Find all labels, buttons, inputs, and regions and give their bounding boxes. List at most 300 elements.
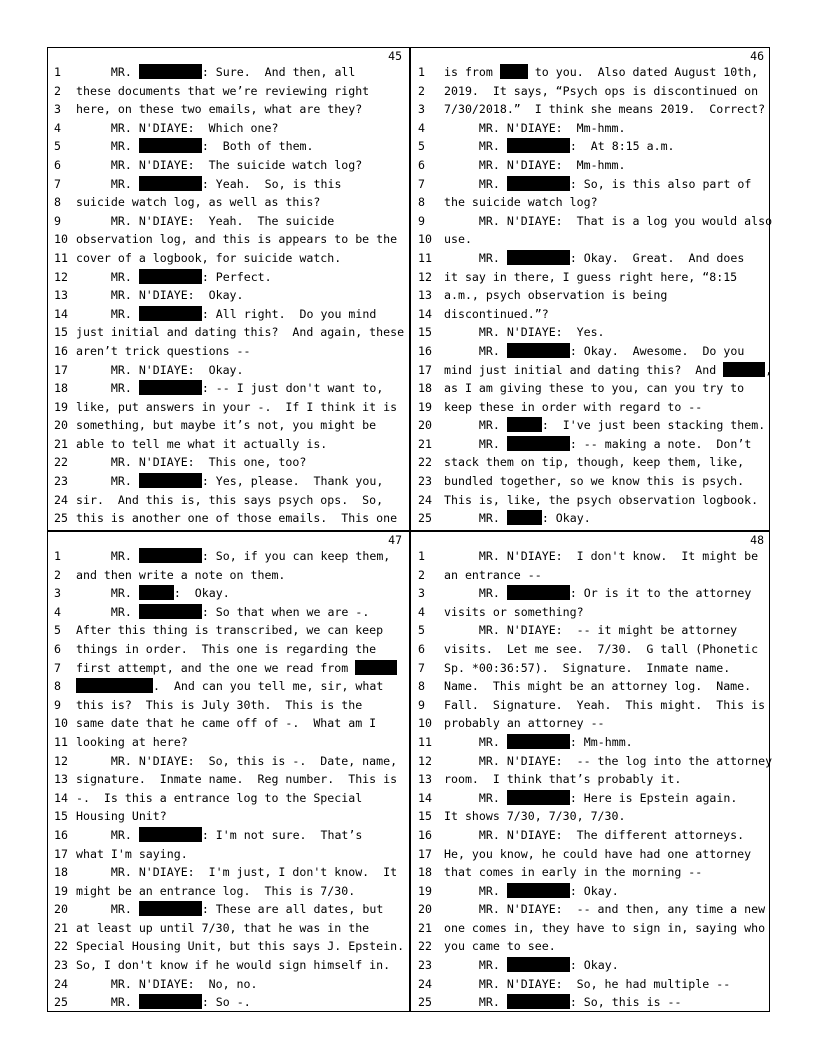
text-segment: might be an entrance log. This is 7/30. — [76, 883, 356, 898]
redaction-box — [139, 269, 202, 284]
text-segment: that comes in early in the morning -- — [444, 865, 703, 880]
line-text — [444, 584, 768, 603]
line-number: 8 — [418, 195, 425, 210]
text-segment: : Yeah. So, is this — [201, 176, 342, 191]
line-number: 17 — [418, 846, 432, 861]
line-number: 5 — [54, 139, 61, 154]
text-segment: . And can you tell me, sir, what — [153, 679, 384, 694]
text-segment: : Or is it to the attorney — [569, 586, 752, 601]
text-segment: MR. — [444, 958, 507, 973]
line-number: 16 — [418, 827, 432, 842]
line-number: 3 — [418, 586, 425, 601]
text-segment: discontinued.”? — [444, 306, 549, 321]
transcript-line — [48, 621, 408, 640]
transcript-line — [410, 249, 770, 268]
transcript-line — [48, 175, 408, 194]
line-number: 10 — [54, 716, 68, 731]
transcript-line — [48, 845, 408, 864]
transcript-line — [48, 566, 408, 585]
transcript-line — [48, 435, 408, 454]
line-text — [444, 137, 768, 156]
line-number: 6 — [418, 157, 425, 172]
redaction-box — [139, 380, 202, 395]
transcript-page — [410, 48, 773, 528]
line-text — [76, 472, 406, 491]
transcript-line — [410, 696, 770, 715]
transcript-line — [410, 472, 770, 491]
text-segment: a.m., psych observation is being — [444, 288, 668, 303]
line-text — [76, 603, 406, 622]
redaction-box — [139, 827, 202, 842]
line-number: 17 — [418, 362, 432, 377]
line-text — [444, 193, 768, 212]
text-segment: MR. — [444, 995, 507, 1010]
line-text — [444, 863, 768, 882]
line-number: 21 — [418, 436, 432, 451]
line-number: 20 — [54, 902, 68, 917]
transcript-line — [48, 807, 408, 826]
text-segment: MR. N'DIAYE: Yes. — [444, 325, 605, 340]
line-number: 13 — [418, 772, 432, 787]
line-number: 19 — [418, 399, 432, 414]
text-segment: Fall. Signature. Yeah. This might. This is — [444, 697, 766, 712]
text-segment: MR. — [444, 250, 507, 265]
line-number: 6 — [54, 157, 61, 172]
transcript-line — [410, 621, 770, 640]
line-number: 14 — [54, 790, 68, 805]
line-number: 23 — [418, 958, 432, 973]
transcript-line — [410, 119, 770, 138]
redaction-box — [139, 176, 202, 191]
line-text — [76, 398, 406, 417]
text-segment: Name. This might be an attorney log. Name. — [444, 679, 752, 694]
line-number: 16 — [54, 343, 68, 358]
text-segment: MR. N'DIAYE: Mm-hmm. — [444, 120, 626, 135]
line-text — [76, 975, 406, 994]
transcript-line — [48, 770, 408, 789]
line-number: 4 — [418, 120, 425, 135]
transcript-line — [410, 677, 770, 696]
line-text — [444, 807, 768, 826]
redaction-box — [507, 176, 570, 191]
text-segment: looking at here? — [76, 734, 188, 749]
line-text — [76, 509, 406, 528]
text-segment: : Both of them. — [201, 139, 314, 154]
line-number: 19 — [54, 883, 68, 898]
text-segment: : Mm-hmm. — [569, 734, 633, 749]
line-number: 25 — [54, 995, 68, 1010]
transcript-line — [410, 379, 770, 398]
text-segment: : Yes, please. Thank you, — [201, 474, 384, 489]
transcript-line — [48, 156, 408, 175]
transcript-line — [410, 305, 770, 324]
transcript-line — [410, 937, 770, 956]
text-segment: cover of a logbook, for suicide watch. — [76, 250, 342, 265]
transcript-line — [48, 137, 408, 156]
line-number: 6 — [418, 641, 425, 656]
line-text — [76, 547, 406, 566]
text-segment: MR. N'DIAYE: -- it might be attorney — [444, 623, 738, 638]
line-number: 1 — [418, 65, 425, 79]
text-segment: MR. N'DIAYE: Okay. — [76, 362, 244, 377]
transcript-line — [410, 807, 770, 826]
transcript-line — [410, 900, 770, 919]
transcript-line — [48, 975, 408, 994]
redaction-box — [139, 548, 202, 563]
text-segment: This is, like, the psych observation logbook. — [444, 492, 759, 507]
line-number: 12 — [54, 269, 68, 284]
text-segment: : I'm not sure. That’s — [201, 827, 363, 842]
line-text — [76, 566, 406, 585]
transcript-line — [410, 919, 770, 938]
text-segment: -. Is this a entrance log to the Special — [76, 790, 363, 805]
text-segment: mind just initial and dating this? And — [444, 362, 724, 377]
transcript-line — [48, 640, 408, 659]
transcript-line — [48, 789, 408, 808]
text-segment: MR. — [444, 343, 507, 358]
transcript-line — [410, 398, 770, 417]
line-number: 18 — [54, 865, 68, 880]
line-number: 24 — [54, 976, 68, 991]
text-segment: : So that when we are -. — [201, 604, 370, 619]
line-text — [444, 472, 768, 491]
transcript-line — [410, 975, 770, 994]
line-number: 16 — [418, 343, 432, 358]
redaction-box — [76, 678, 153, 693]
text-segment: first attempt, and the one we read from — [76, 660, 356, 675]
transcript-page — [48, 532, 408, 1012]
line-text — [444, 975, 768, 994]
line-number: 15 — [418, 325, 432, 340]
transcript-line — [48, 603, 408, 622]
line-text — [76, 342, 406, 361]
text-segment: MR. — [76, 381, 139, 396]
text-segment: : Okay. Great. And does — [569, 250, 745, 265]
page-number: 48 — [750, 533, 764, 547]
text-segment: probably an attorney -- — [444, 716, 605, 731]
line-number: 14 — [54, 306, 68, 321]
line-number: 4 — [54, 120, 61, 135]
line-number: 20 — [54, 418, 68, 433]
transcript-line — [48, 863, 408, 882]
transcript-line — [410, 268, 770, 287]
redaction-box — [507, 957, 570, 972]
line-text — [76, 286, 406, 305]
text-segment: MR. — [76, 549, 139, 563]
line-text — [444, 212, 773, 231]
text-segment: MR. — [76, 65, 139, 79]
text-segment: an entrance -- — [444, 567, 542, 582]
transcript-line — [48, 379, 408, 398]
transcript-line — [48, 82, 408, 101]
line-text — [444, 566, 768, 585]
line-text — [444, 230, 768, 249]
transcript-line — [48, 305, 408, 324]
redaction-box — [507, 436, 570, 451]
line-number: 23 — [54, 958, 68, 973]
transcript-line — [410, 566, 770, 585]
text-segment: MR. N'DIAYE: This one, too? — [76, 455, 307, 470]
line-text — [444, 63, 768, 82]
line-text — [444, 435, 768, 454]
line-number: 19 — [54, 399, 68, 414]
text-segment: MR. — [444, 418, 507, 433]
transcript-line — [48, 453, 408, 472]
line-text — [444, 696, 768, 715]
line-text — [444, 752, 773, 771]
line-text — [76, 752, 406, 771]
text-segment: what I'm saying. — [76, 846, 188, 861]
line-number: 2 — [54, 567, 61, 582]
line-text — [76, 733, 406, 752]
line-text — [444, 305, 768, 324]
line-number: 23 — [54, 474, 68, 489]
line-number: 20 — [418, 418, 432, 433]
line-number: 22 — [54, 939, 68, 954]
text-segment: MR. — [76, 474, 139, 489]
line-number: 5 — [418, 623, 425, 638]
text-segment: MR. N'DIAYE: I'm just, I don't know. It — [76, 865, 398, 880]
transcript-line — [410, 230, 770, 249]
transcript-line — [48, 212, 408, 231]
line-number: 18 — [54, 381, 68, 396]
redaction-box — [507, 343, 570, 358]
text-segment: MR. — [444, 511, 507, 526]
text-segment: MR. N'DIAYE: Okay. — [76, 288, 244, 303]
line-number: 23 — [418, 474, 432, 489]
line-text — [76, 900, 406, 919]
transcript-line — [410, 752, 773, 771]
redaction-box — [355, 660, 397, 675]
transcript-line — [48, 193, 408, 212]
line-number: 7 — [418, 176, 425, 191]
text-segment: MR. — [444, 586, 507, 601]
line-text — [76, 584, 406, 603]
line-text — [76, 696, 406, 715]
line-text — [444, 659, 768, 678]
transcript-line — [48, 677, 408, 696]
text-segment: MR. N'DIAYE: Which one? — [76, 120, 279, 135]
transcript-sheet — [47, 47, 773, 1012]
redaction-box — [500, 64, 528, 79]
line-number: 15 — [54, 325, 68, 340]
text-segment: : So, if you can keep them, — [201, 549, 391, 563]
redaction-box — [139, 138, 202, 153]
line-text — [444, 509, 768, 528]
page-number: 45 — [388, 49, 402, 63]
line-text — [76, 863, 406, 882]
transcript-line — [410, 156, 770, 175]
text-segment: MR. — [76, 604, 139, 619]
line-number: 21 — [418, 920, 432, 935]
line-text — [444, 900, 768, 919]
line-number: 5 — [54, 623, 61, 638]
line-number: 7 — [418, 660, 425, 675]
redaction-box — [723, 362, 765, 377]
page-number: 46 — [750, 49, 764, 63]
line-number: 2 — [54, 83, 61, 98]
redaction-box — [139, 994, 202, 1009]
line-number: 7 — [54, 176, 61, 191]
transcript-line — [410, 416, 770, 435]
line-number: 8 — [418, 679, 425, 694]
line-text — [76, 156, 406, 175]
line-number: 2 — [418, 567, 425, 582]
transcript-line — [48, 472, 408, 491]
text-segment: : -- I just don't want to, — [201, 381, 384, 396]
text-segment: So, I don't know if he would sign himself in. — [76, 958, 391, 973]
line-text — [444, 82, 768, 101]
text-segment: : Okay. — [569, 883, 619, 898]
text-segment: MR. N'DIAYE: No, no. — [76, 976, 258, 991]
text-segment: and then write a note on them. — [76, 567, 286, 582]
line-number: 7 — [54, 660, 61, 675]
redaction-box — [507, 734, 570, 749]
transcript-line — [410, 993, 770, 1012]
line-text — [444, 733, 768, 752]
line-text — [444, 156, 768, 175]
transcript-line — [48, 398, 408, 417]
line-text — [76, 305, 406, 324]
text-segment: , — [765, 362, 773, 377]
transcript-page — [410, 532, 773, 1012]
text-segment: After this thing is transcribed, we can keep — [76, 623, 384, 638]
line-number: 11 — [418, 250, 432, 265]
transcript-line — [48, 323, 408, 342]
line-number: 22 — [418, 455, 432, 470]
text-segment: Sp. *00:36:57). Signature. Inmate name. — [444, 660, 731, 675]
line-text — [444, 547, 768, 566]
text-segment: one comes in, they have to sign in, saying who — [444, 920, 766, 935]
text-segment: same date that he came off of -. What am I — [76, 716, 377, 731]
text-segment: : Okay. Awesome. Do you — [569, 343, 745, 358]
transcript-line — [410, 453, 770, 472]
text-segment: able to tell me what it actually is. — [76, 436, 328, 451]
text-segment: 7/30/2018.” I think she means 2019. Correct? — [444, 102, 766, 117]
redaction-box — [139, 604, 202, 619]
line-number: 9 — [418, 697, 425, 712]
line-text — [76, 659, 406, 678]
text-segment: : These are all dates, but — [201, 902, 384, 917]
transcript-line — [410, 714, 770, 733]
text-segment: just initial and dating this? And again, these — [76, 325, 405, 340]
line-text — [444, 956, 768, 975]
line-text — [76, 193, 406, 212]
line-text — [444, 937, 768, 956]
line-number: 6 — [54, 641, 61, 656]
line-text — [76, 714, 406, 733]
text-segment: aren’t trick questions -- — [76, 343, 251, 358]
line-number: 10 — [418, 716, 432, 731]
text-segment: room. I think that’s probably it. — [444, 772, 682, 787]
line-text — [76, 937, 406, 956]
line-number: 4 — [418, 604, 425, 619]
line-number: 17 — [54, 362, 68, 377]
transcript-line — [410, 82, 770, 101]
text-segment: MR. — [76, 586, 139, 601]
line-number: 5 — [418, 139, 425, 154]
line-text — [76, 175, 406, 194]
transcript-line — [410, 733, 770, 752]
line-number: 11 — [418, 734, 432, 749]
line-number: 12 — [418, 269, 432, 284]
page-lines — [410, 63, 773, 528]
redaction-box — [507, 790, 570, 805]
text-segment: MR. — [444, 734, 507, 749]
line-text — [444, 249, 768, 268]
line-number: 8 — [54, 679, 61, 694]
line-number: 24 — [418, 976, 432, 991]
line-text — [444, 100, 768, 119]
line-text — [76, 491, 406, 510]
line-text — [76, 230, 406, 249]
line-text — [444, 491, 768, 510]
transcript-line — [48, 752, 408, 771]
line-text — [444, 342, 768, 361]
transcript-line — [48, 100, 408, 119]
line-text — [76, 212, 406, 231]
line-number: 18 — [418, 381, 432, 396]
line-number: 9 — [418, 213, 425, 228]
line-text — [76, 361, 406, 380]
redaction-box — [507, 250, 570, 265]
line-number: 2 — [418, 83, 425, 98]
page-number: 47 — [388, 533, 402, 547]
transcript-line — [48, 509, 408, 528]
transcript-line — [48, 268, 408, 287]
text-segment: MR. N'DIAYE: So, he had multiple -- — [444, 976, 731, 991]
text-segment: Housing Unit? — [76, 809, 167, 824]
transcript-line — [410, 863, 770, 882]
text-segment: : So, is this also part of — [569, 176, 752, 191]
transcript-line — [410, 826, 770, 845]
transcript-line — [410, 193, 770, 212]
transcript-line — [48, 119, 408, 138]
text-segment: MR. — [76, 306, 139, 321]
text-segment: : At 8:15 a.m. — [569, 139, 675, 154]
text-segment: : -- making a note. Don’t — [569, 436, 752, 451]
line-number: 15 — [54, 809, 68, 824]
line-text — [444, 119, 768, 138]
transcript-line — [410, 361, 773, 380]
line-text — [444, 416, 768, 435]
transcript-line — [48, 361, 408, 380]
text-segment: sir. And this is, this says psych ops. So, — [76, 492, 384, 507]
transcript-line — [48, 900, 408, 919]
page-lines — [48, 547, 408, 1012]
line-text — [76, 379, 406, 398]
text-segment: use. — [444, 232, 472, 247]
line-number: 4 — [54, 604, 61, 619]
line-text — [76, 919, 406, 938]
redaction-box — [507, 883, 570, 898]
line-text — [76, 100, 406, 119]
text-segment: signature. Inmate name. Reg number. This is — [76, 772, 398, 787]
text-segment: this is? This is July 30th. This is the — [76, 697, 363, 712]
transcript-line — [48, 993, 408, 1012]
transcript-line — [410, 547, 770, 566]
transcript-line — [410, 956, 770, 975]
page-lines — [410, 547, 773, 1012]
line-text — [444, 714, 768, 733]
line-number: 13 — [54, 288, 68, 303]
line-text — [76, 956, 406, 975]
text-segment: stack them on tip, though, keep them, like, — [444, 455, 745, 470]
text-segment: MR. N'DIAYE: The different attorneys. — [444, 827, 745, 842]
page-lines — [48, 63, 408, 528]
transcript-line — [410, 100, 770, 119]
transcript-line — [48, 956, 408, 975]
